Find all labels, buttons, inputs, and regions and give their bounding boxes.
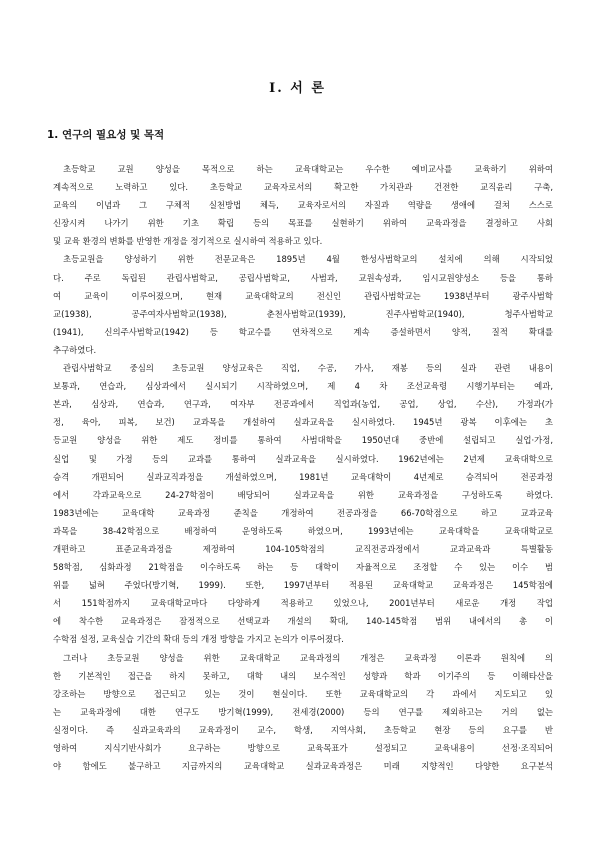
text-line: 신장시켜 나가기 위한 기초 확립 등의 목표를 실현하기 위하여 교육과정을 결정하고 사회: [53, 218, 553, 229]
text-line: 여 교육이 이루어졌으며, 현재 교육대학교의 전신인 관립사범학교는 1938년부터 광주사범학: [53, 290, 553, 301]
text-line: 야 함에도 불구하고 지금까지의 교육대학교 실과교육과정은 미래 지향적인 다양한 요구분석: [53, 761, 553, 772]
text-line: 58학점, 심화과정 21학점을 이수하도록 하는 등 대학이 자율적으로 조정할 수 있는 이수 범: [53, 562, 553, 573]
text-line: 등교원 양성을 위한 제도 정비를 통하여 사범대학을 1950년대 중반에 설립되고 실업·가정,: [53, 435, 553, 446]
body-text: [53, 160, 553, 775]
text-line: 보통과, 연습과, 심상과에서 실시되기 시작하였으며, 제 4 차 조선교육령 시행기부터는 예과,: [53, 381, 553, 392]
text-line: 초등교원을 양성하기 위한 전문교육은 1895년 4월 한성사범학교의 설치에 의해 시작되었: [63, 254, 553, 265]
text-line: 다. 주로 독립된 관립사범학교, 공립사범학교, 사범과, 교원속성과, 임시교원양성소 등을 통하: [53, 272, 553, 283]
text-line: 개편하고 표준교육과정을 제정하여 104-105학점의 교직전공과정에서 교과교육과 특별활동: [53, 543, 553, 554]
text-line: 정, 육아, 피복, 보건) 교과목을 개설하여 실과교육을 실시하였다. 1945년 광복 이후에는 초: [53, 417, 553, 428]
text-line: 서 151학점까지 교육대학교마다 다양하게 적용하고 있었으나, 2001년부터 새로운 개정 작업: [53, 598, 553, 609]
chapter-title: I. 서 론: [269, 81, 326, 96]
section-heading: 1. 연구의 필요성 및 목적: [47, 129, 165, 141]
text-line: 본과, 심상과, 연습과, 연구과, 여자부 전공과에서 직업과(농업, 공업, 상업, 수산), 가정과(가: [53, 399, 553, 410]
text-line: 영하여 지식기반사회가 요구하는 방향으로 교육목표가 설정되고 교육내용이 선정·조직되어: [53, 743, 553, 753]
text-line: 및 교육 환경의 변화를 반영한 개정을 정기적으로 실시하여 적용하고 있다.: [53, 236, 323, 247]
text-line: 과목을 38-42학점으로 배정하여 운영하도록 하였으며, 1993년에는 교육대학을 교육대학교로: [53, 525, 553, 536]
text-line: 그러나 초등교원 양성을 위한 교육대학교 교육과정의 개정은 교육과정 이론과 원칙에 의: [63, 652, 553, 663]
text-line: 에 착수한 교육과정은 잠정적으로 선택교과 개설의 확대, 140-145학점 범위 내에서의 총 이: [53, 616, 553, 627]
text-line: 교(1938), 공주여자사범학교(1938), 춘천사범학교(1939), 진주사범학교(1940), 청주사범학교: [53, 308, 553, 319]
text-line: 추구하였다.: [53, 344, 97, 355]
text-line: 계속적으로 노력하고 있다. 초등학교 교육자로서의 확고한 가치관과 건전한 교직윤리 구축,: [53, 182, 553, 193]
text-line: 수학점 설정, 교육실습 기간의 확대 등의 개정 방향을 가지고 논의가 이루어졌다.: [53, 634, 344, 645]
text-line: 강조하는 방향으로 접근되고 있는 것이 현실이다. 또한 교육대학교의 각 과에서 지도되고 있: [53, 688, 553, 699]
text-line: (1941), 신의주사범학교(1942) 등 학교수를 연차적으로 계속 증설하면서 양적, 질적 확대를: [53, 326, 553, 337]
text-line: 1983년에는 교육대학 교육과정 준칙을 개정하여 전공과정을 66-70학점으로 하고 교과교육: [53, 507, 553, 518]
text-line: 위를 넓혀 주었다(방기혁, 1999). 또한, 1997년부터 적용된 교육대학교 교육과정은 145학점에: [53, 580, 553, 591]
text-line: 한 기본적인 접근을 하지 못하고, 대학 내의 보수적인 성향과 학과 이기주의 등 이해타산을: [53, 670, 553, 681]
text-line: 승격 개편되어 실과교직과정을 개설하였으며, 1981년 교육대학이 4년제로 승격되어 전공과정: [53, 471, 553, 482]
text-line: 는 교육과정에 대한 연구도 방기혁(1999), 전세경(2000) 등의 연구를 제외하고는 거의 없는: [53, 706, 553, 717]
text-line: 교육의 이념과 그 구체적 실천방법 체득, 교육자로서의 자질과 역량을 생애에 걸쳐 스스로: [53, 200, 553, 211]
text-line: 실정이다. 즉 실과교육과의 교육과정이 교수, 학생, 지역사회, 초등학교 현장 등의 요구를 반: [53, 724, 553, 735]
text-line: 초등학교 교원 양성을 목적으로 하는 교육대학교는 우수한 예비교사를 교육하기 위하여: [63, 164, 553, 174]
text-line: 관립사범학교 중심의 초등교원 양성교육은 직업, 수공, 가사, 재봉 등의 실과 관련 내용이: [63, 363, 553, 374]
text-line: 에서 각과교육으로 24-27학점이 배당되어 실과교육을 위한 교육과정을 구성하도록 하였다.: [53, 489, 553, 500]
text-line: 실업 및 가정 등의 교과를 통하여 실과교육을 실시하였다. 1962년에는 2년제 교육대학으로: [53, 453, 553, 464]
